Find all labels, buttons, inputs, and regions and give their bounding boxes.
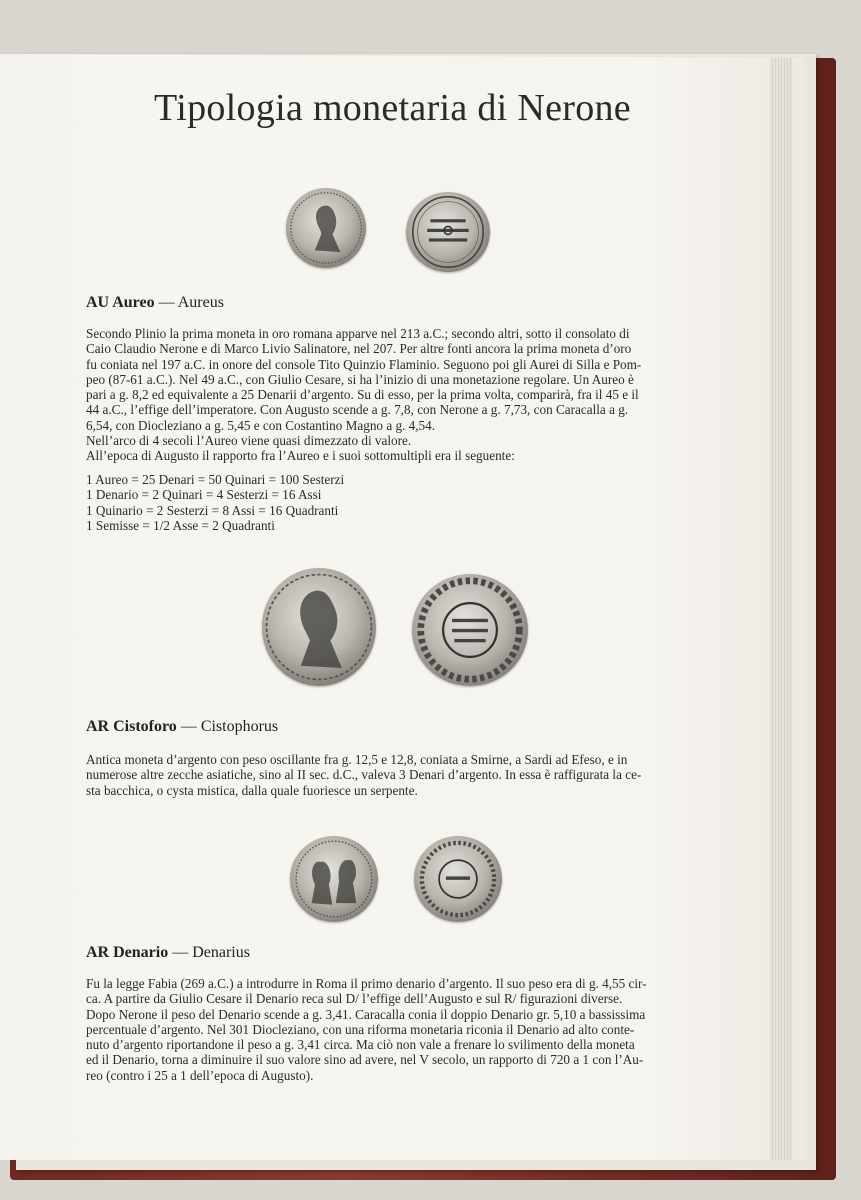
aureus-paragraph xyxy=(86,326,776,464)
cistophorus-code: AR Cistoforo xyxy=(86,718,177,735)
cistophorus-separator: — xyxy=(176,718,201,735)
denarius-heading xyxy=(86,944,250,962)
denarius-separator: — xyxy=(168,944,193,961)
text-line: Nell’arco di 4 secoli l’Aureo viene quasi dimezzato di valore. xyxy=(86,433,412,449)
cistophorus-latin-name: Cistophorus xyxy=(200,718,279,735)
equivalence-line: 1 Denario = 2 Quinari = 4 Sesterzi = 16 Assi xyxy=(86,487,322,503)
equivalence-line: 1 Quinario = 2 Sesterzi = 8 Assi = 16 Quadranti xyxy=(86,502,339,518)
text-line: Dopo Nerone il peso del Denario scende a g. 3,41. Caracalla conia il doppio Denario gr. 5,10 a bassissima xyxy=(86,1006,646,1022)
denarius-reverse-coin-image xyxy=(414,836,502,922)
text-line: All’epoca di Augusto il rapporto fra l’Aureo e i suoi sottomultipli era il seguente: xyxy=(86,448,515,464)
text-line: Antica moneta d’argento con peso oscillante fra g. 12,5 e 12,8, coniata a Smirne, a Sardi ad Efeso, e in xyxy=(86,752,628,767)
text-line: nuto d’argento riportandone il peso a g. 3,41 circa. Ma ciò non vale a frenare lo svilimento della moneta xyxy=(86,1037,635,1053)
text-line: pari a g. 8,2 ed equivalente a 25 Denarii d’argento. Su di esso, per la prima volta, comparirà, fra il 45 e il xyxy=(86,387,639,403)
text-line: Secondo Plinio la prima moneta in oro romana apparve nel 213 a.C.; secondo altri, sotto il consolato di xyxy=(86,326,630,341)
denarius-latin-name: Denarius xyxy=(192,944,250,961)
aureus-heading xyxy=(86,294,224,312)
denarius-paragraph xyxy=(86,976,776,1083)
denarius-code: AR Denario xyxy=(86,944,169,961)
text-line: Fu la legge Fabia (269 a.C.) a introdurre in Roma il primo denario d’argento. Il suo peso era di g. 4,55 cir- xyxy=(86,976,647,991)
equivalence-line: 1 Aureo = 25 Denari = 50 Quinari = 100 Sesterzi xyxy=(86,472,345,487)
aureus-separator: — xyxy=(154,294,178,311)
aureus-obverse-coin-image xyxy=(286,188,366,268)
equivalence-line: 1 Semisse = 1/2 Asse = 2 Quadranti xyxy=(86,517,275,533)
text-line: 6,54, con Diocleziano a g. 5,45 e con Costantino Magno a g. 4,54. xyxy=(86,417,436,433)
aureus-equivalence-list xyxy=(86,472,486,533)
text-line: Caio Claudio Nerone e di Marco Livio Salinatore, nel 207. Per altre fonti ancora la prima moneta d’oro xyxy=(86,341,632,357)
aureus-reverse-coin-image xyxy=(406,192,490,272)
text-line: ca. A partire da Giulio Cesare il Denario reca sul D/ l’effige dell’Augusto e sul R/ figurazioni diverse. xyxy=(86,991,623,1007)
text-line: peo (87-61 a.C.). Nel 49 a.C., con Giulio Cesare, si ha l’inizio di una monetazione regolare. Un Aureo è xyxy=(86,371,634,387)
text-line: reo (contro i 25 a 1 dell’epoca di Augusto). xyxy=(86,1067,314,1083)
text-line: percentuale d’argento. Nel 301 Diocleziano, con una riforma monetaria riconia il Denario ad alto conte- xyxy=(86,1021,635,1037)
text-line: 44 a.C., l’effige dell’imperatore. Con Augusto scende a g. 7,8, con Nerone a g. 7,73, con Caracalla a g. xyxy=(86,402,629,418)
text-line: fu coniata nel 197 a.C. in onore del console Tito Quinzio Flaminio. Seguono poi gli Aurei di Silla e Pom- xyxy=(86,356,642,372)
aureus-latin-name: Aureus xyxy=(177,294,224,311)
text-line: sta bacchica, o cysta mistica, dalla quale fuoriesce un serpente. xyxy=(86,782,418,798)
cistophorus-reverse-coin-image xyxy=(412,574,528,686)
page-title: Tipologia monetaria di Nerone xyxy=(154,87,631,129)
cistophorus-heading xyxy=(86,718,278,736)
text-line: numerose altre zecche asiatiche, sino al II sec. d.C., valeva 3 Denari d’argento. In essa è raffigurata la ce- xyxy=(86,767,642,783)
aureus-code: AU Aureo xyxy=(86,294,155,311)
cistophorus-paragraph xyxy=(86,752,776,798)
cistophorus-obverse-coin-image xyxy=(262,568,376,686)
denarius-obverse-coin-image xyxy=(290,836,378,922)
text-line: ed il Denario, torna a diminuire il suo valore sino ad avere, nel V secolo, un rapporto di 720 a 1 con l’Au- xyxy=(86,1052,644,1068)
